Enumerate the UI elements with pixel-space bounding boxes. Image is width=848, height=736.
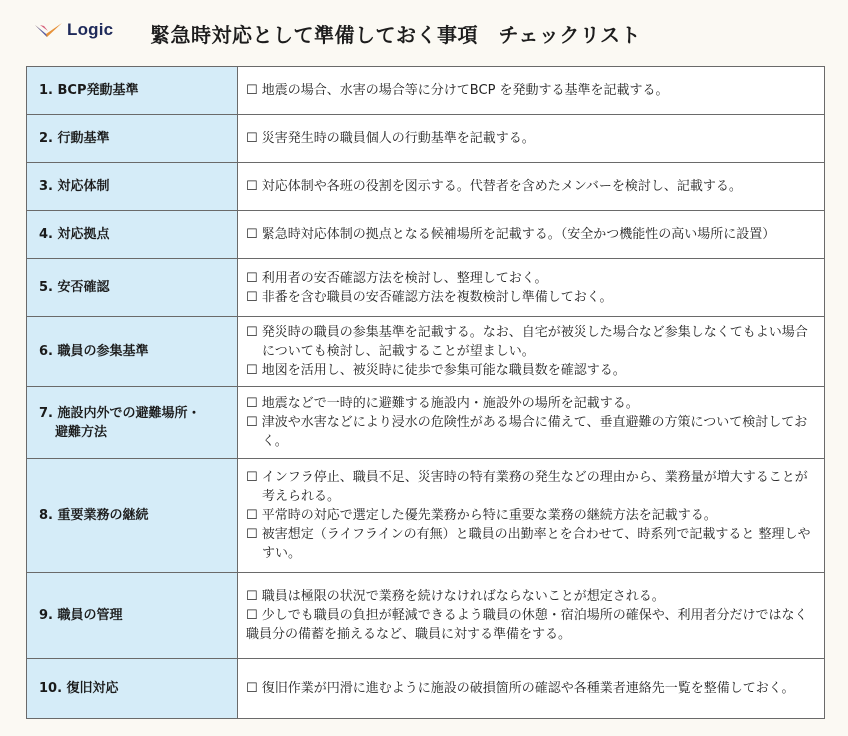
checkbox-icon[interactable]: ☐: [246, 415, 258, 430]
checklist-item: [246, 225, 818, 244]
row-label: [27, 67, 238, 115]
logo-text: Logic: [67, 20, 114, 39]
checkbox-icon[interactable]: ☐: [246, 363, 258, 378]
checkbox-icon[interactable]: ☐: [246, 83, 258, 98]
table-row: [27, 211, 825, 259]
logo-mark-icon: [34, 22, 64, 38]
checklist-item: [246, 269, 818, 288]
row-content: [238, 115, 825, 163]
checkbox-icon[interactable]: ☐: [246, 227, 258, 242]
checklist-item: [246, 606, 818, 644]
row-label-text: 避難方法: [55, 424, 108, 440]
row-label-text: 4. 対応拠点: [39, 227, 110, 242]
checklist-table: [26, 66, 825, 719]
row-content: [238, 259, 825, 317]
table-row: [27, 163, 825, 211]
checklist-item-text: 被害想定（ライフラインの有無）と職員の出勤率とを合わせて、時系列で記載すると 整理しやすい。: [261, 527, 811, 561]
row-label: [27, 573, 238, 659]
row-label-text: 5. 安否確認: [39, 280, 110, 295]
checklist-item-text: 対応体制や各班の役割を図示する。代替者を含めたメンバーを検討し、記載する。: [261, 179, 742, 194]
row-label: [27, 459, 238, 573]
row-content: [238, 659, 825, 719]
checklist-item: [246, 81, 818, 100]
checklist-item: [246, 587, 818, 606]
checklist-item-text: 発災時の職員の参集基準を記載する。なお、自宅が被災した場合など参集しなくてもよい場合についても検討し、記載することが望ましい。: [261, 325, 808, 359]
checklist-item: [246, 525, 818, 563]
table-row: [27, 659, 825, 719]
header: [0, 0, 848, 66]
row-label-text: 3. 対応体制: [39, 179, 110, 194]
checklist-item: [246, 323, 818, 361]
checklist-item: [246, 506, 818, 525]
row-content: [238, 317, 825, 387]
row-label: [27, 387, 238, 459]
checkbox-icon[interactable]: ☐: [246, 608, 258, 623]
checklist-item-text: 平常時の対応で選定した優先業務から特に重要な業務の継続方法を記載する。: [261, 508, 717, 523]
checkbox-icon[interactable]: ☐: [246, 289, 258, 305]
row-content: [238, 459, 825, 573]
row-label-text: 1. BCP発動基準: [39, 83, 139, 98]
table-row: [27, 317, 825, 387]
row-label-text: 6. 職員の参集基準: [39, 344, 149, 359]
checkbox-icon[interactable]: ☐: [246, 179, 258, 194]
row-label: [27, 115, 238, 163]
table-row: [27, 67, 825, 115]
checklist-item-text: インフラ停止、職員不足、災害時の特有業務の発生などの理由から、業務量が増大することが考えられる。: [261, 470, 808, 504]
checklist-item: [246, 129, 818, 148]
checklist-item: [246, 468, 818, 506]
checkbox-icon[interactable]: ☐: [246, 470, 258, 485]
checklist-item: [246, 413, 818, 451]
row-label-text: 2. 行動基準: [39, 131, 110, 146]
page-title: 緊急時対応として準備しておく事項 チェックリスト: [150, 23, 641, 47]
checkbox-icon[interactable]: ☐: [246, 508, 258, 523]
checkbox-icon[interactable]: ☐: [246, 681, 258, 696]
row-label-text: 8. 重要業務の継続: [39, 508, 149, 523]
row-label: [27, 163, 238, 211]
checkbox-icon[interactable]: ☐: [246, 589, 258, 604]
checklist-item-text: 利用者の安否確認方法を検討し、整理しておく。: [261, 270, 548, 286]
checklist-item-text: 少しでも職員の負担が軽減できるよう職員の休憩・宿泊場所の確保や、利用者分だけではなく職員分の備蓄を揃えるなど、職員に対する準備をする。: [246, 608, 808, 642]
checklist-item-text: 非番を含む職員の安否確認方法を複数検討し準備しておく。: [261, 289, 613, 305]
row-label: [27, 317, 238, 387]
checklist-item-text: 職員は極限の状況で業務を続けなければならないことが想定される。: [261, 589, 665, 604]
checklist-item: [246, 288, 818, 307]
row-content: [238, 573, 825, 659]
row-content: [238, 211, 825, 259]
checkbox-icon[interactable]: ☐: [246, 325, 258, 340]
row-content: [238, 163, 825, 211]
table-row: [27, 115, 825, 163]
row-label: [27, 211, 238, 259]
checklist-item-text: 緊急時対応体制の拠点となる候補場所を記載する。（安全かつ機能性の高い場所に設置）: [261, 227, 776, 242]
checkbox-icon[interactable]: ☐: [246, 270, 258, 286]
row-label: [27, 659, 238, 719]
checklist-item: [246, 679, 818, 698]
table-row: [27, 259, 825, 317]
row-label-text: 10. 復旧対応: [39, 681, 119, 696]
table-row: [27, 459, 825, 573]
row-label-text: 9. 職員の管理: [39, 608, 123, 623]
row-label: [27, 259, 238, 317]
checklist-item-text: 地震の場合、水害の場合等に分けてBCP を発動する基準を記載する。: [261, 83, 669, 98]
checklist-item: [246, 177, 818, 196]
checklist-item-text: 地図を活用し、被災時に徒歩で参集可能な職員数を確認する。: [261, 363, 626, 378]
row-content: [238, 67, 825, 115]
checkbox-icon[interactable]: ☐: [246, 131, 258, 146]
logo: [34, 20, 113, 40]
table-row: [27, 387, 825, 459]
checklist-item: [246, 394, 818, 413]
row-content: [238, 387, 825, 459]
checklist-item-text: 津波や水害などにより浸水の危険性がある場合に備えて、垂直避難の方策について検討しておく。: [261, 415, 808, 449]
table-row: [27, 573, 825, 659]
checkbox-icon[interactable]: ☐: [246, 527, 258, 542]
checklist-item-text: 地震などで一時的に避難する施設内・施設外の場所を記載する。: [261, 396, 639, 411]
checklist-item-text: 災害発生時の職員個人の行動基準を記載する。: [261, 131, 535, 146]
checkbox-icon[interactable]: ☐: [246, 396, 258, 411]
checklist-item: [246, 361, 818, 380]
checklist-item-text: 復旧作業が円滑に進むように施設の破損箇所の確認や各種業者連絡先一覧を整備しておく。: [261, 681, 795, 696]
row-label-text: 7. 施設内外での避難場所・: [39, 405, 201, 421]
